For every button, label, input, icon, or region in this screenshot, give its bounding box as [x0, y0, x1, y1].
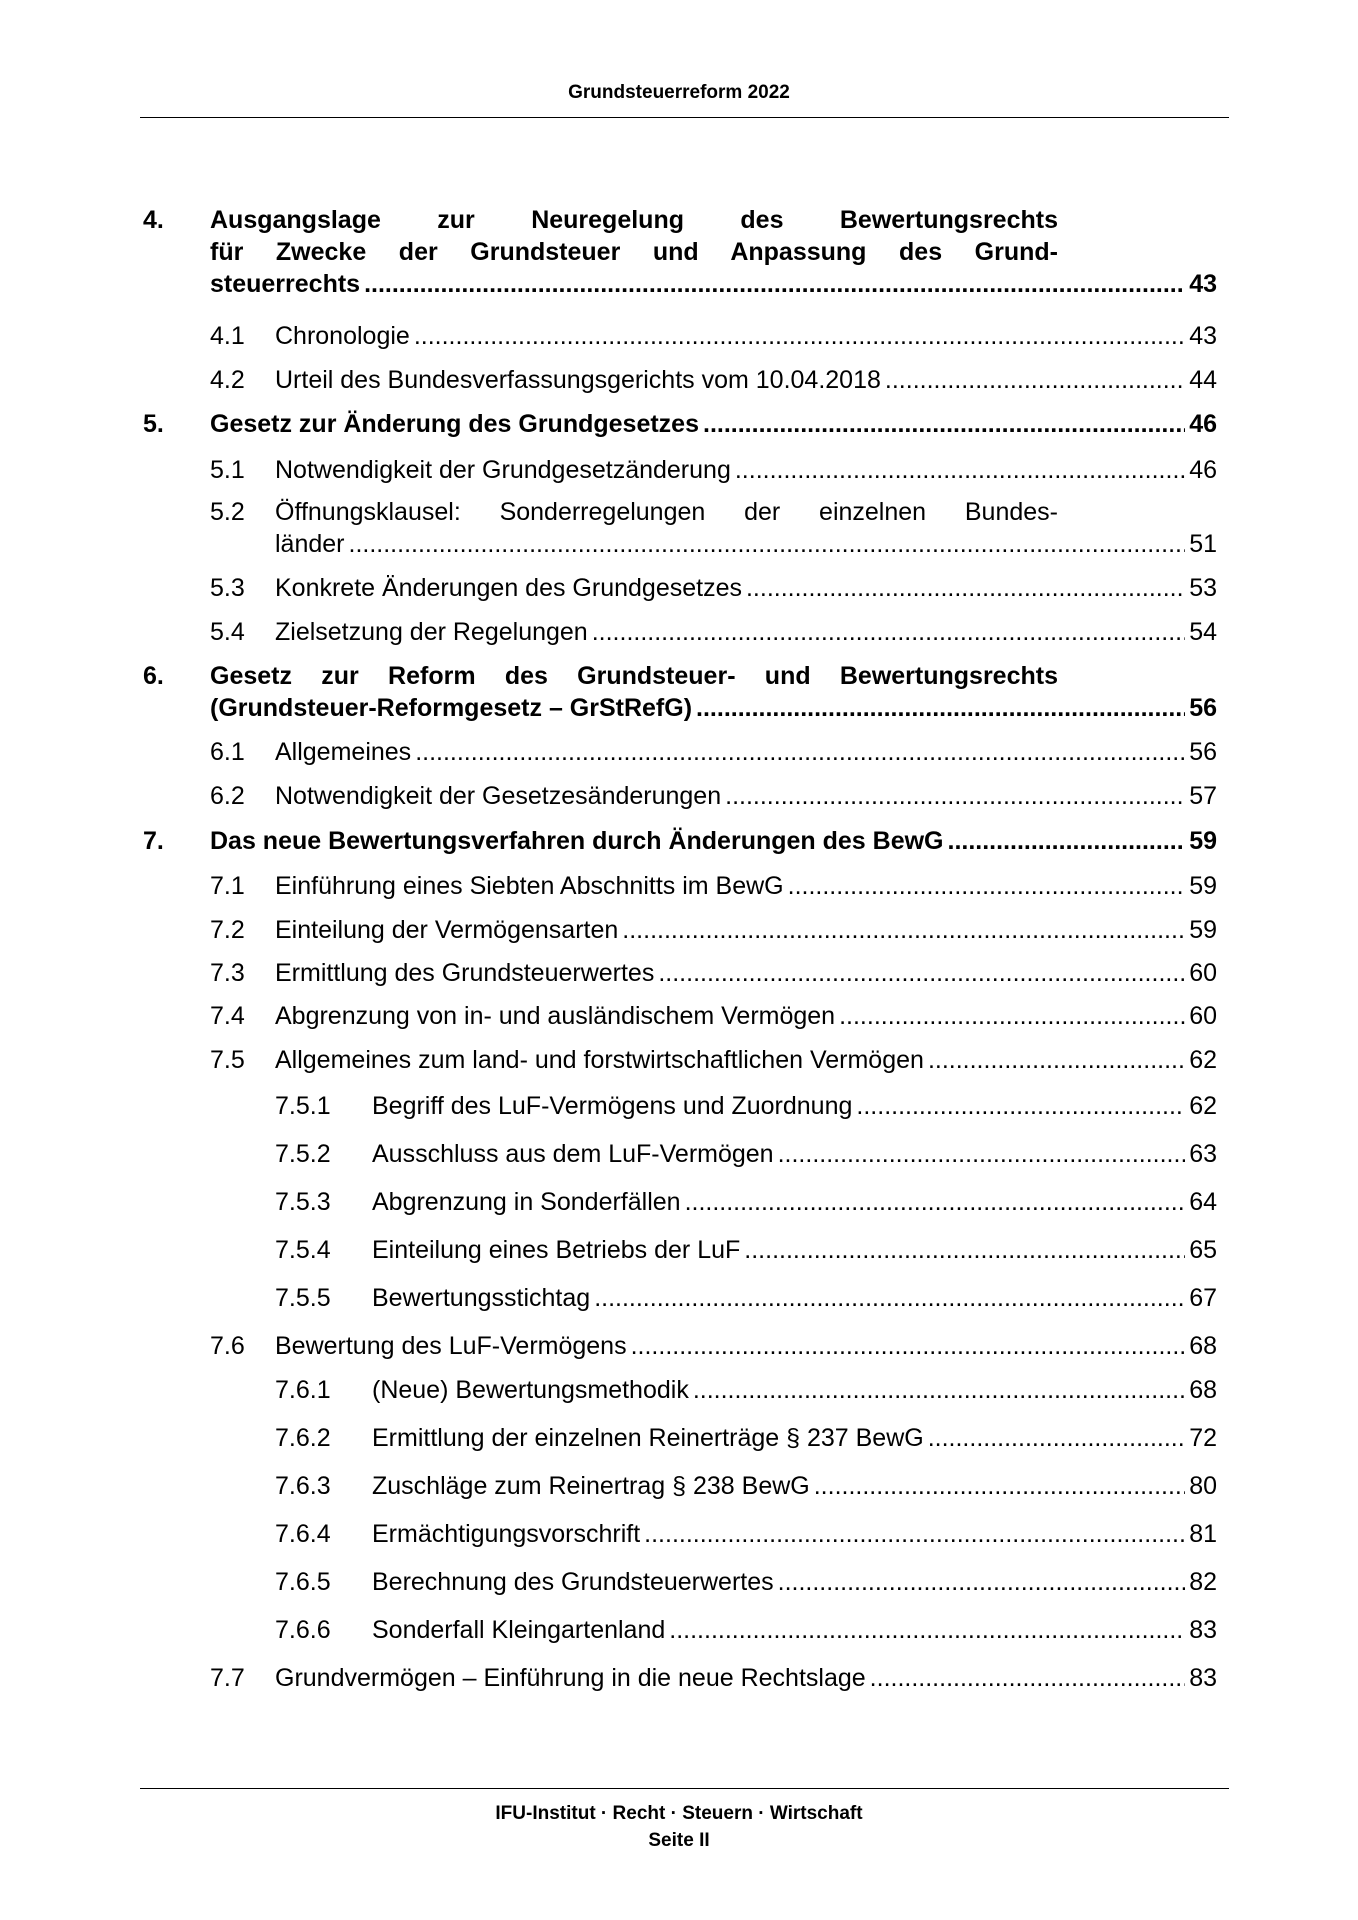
toc-entry[interactable] — [0, 1000, 1217, 1032]
toc-page-number: 54 — [1189, 618, 1217, 646]
footer-institute: IFU-Institut · Recht · Steuern · Wirtschaft — [495, 1803, 863, 1824]
toc-dot-leader — [594, 1282, 1185, 1314]
toc-entry[interactable] — [0, 1138, 1217, 1170]
toc-entry-number: 7.5 — [210, 1046, 245, 1074]
toc-dot-leader — [885, 364, 1185, 396]
toc-entry-title: Berechnung des Grundsteuerwertes — [372, 1568, 774, 1596]
toc-dot-leader — [414, 320, 1185, 352]
toc-entry-number: 7.6.3 — [275, 1472, 331, 1500]
toc-entry-number: 7.2 — [210, 916, 245, 944]
toc-page-number: 53 — [1189, 574, 1217, 602]
toc-entry-number: 7.3 — [210, 959, 245, 987]
toc-page-number: 82 — [1189, 1568, 1217, 1596]
toc-entry[interactable] — [0, 780, 1217, 812]
toc-entry[interactable] — [0, 914, 1217, 946]
toc-entry[interactable] — [0, 870, 1217, 902]
toc-dot-leader — [669, 1614, 1185, 1646]
toc-page-number: 68 — [1189, 1332, 1217, 1360]
toc-page-number: 56 — [1189, 694, 1217, 722]
page-footer — [0, 1800, 1358, 1854]
toc-entry-number: 7.6.4 — [275, 1520, 331, 1548]
toc-dot-leader — [415, 736, 1185, 768]
toc-entry-number: 7. — [143, 827, 164, 855]
toc-entry[interactable] — [0, 496, 1217, 560]
toc-entry-title: Ermittlung des Grundsteuerwertes — [275, 959, 655, 987]
toc-entry-title: Einführung eines Siebten Abschnitts im BewG — [275, 872, 784, 900]
toc-page-number: 51 — [1189, 530, 1217, 558]
toc-entry-title: Urteil des Bundesverfassungsgerichts vom 10.04.2018 — [275, 366, 881, 394]
toc-entry-number: 4.2 — [210, 366, 245, 394]
toc-entry-title: Zielsetzung der Regelungen — [275, 618, 588, 646]
toc-entry-number: 7.5.1 — [275, 1092, 331, 1120]
toc-entry[interactable] — [0, 1044, 1217, 1076]
toc-page-number: 81 — [1189, 1520, 1217, 1548]
toc-dot-leader — [948, 825, 1186, 857]
toc-entry[interactable] — [0, 454, 1217, 486]
toc-entry-number: 7.6.5 — [275, 1568, 331, 1596]
toc-entry-number: 7.6.6 — [275, 1616, 331, 1644]
toc-entry-title: Grundvermögen – Einführung in die neue Rechtslage — [275, 1664, 866, 1692]
toc-dot-leader — [685, 1186, 1186, 1218]
toc-dot-leader — [592, 616, 1185, 648]
toc-page-number: 46 — [1189, 456, 1217, 484]
toc-dot-leader — [814, 1470, 1185, 1502]
toc-entry[interactable] — [0, 1234, 1217, 1266]
toc-entry-number: 5.4 — [210, 618, 245, 646]
toc-page-number: 43 — [1189, 322, 1217, 350]
toc-dot-leader — [631, 1330, 1186, 1362]
toc-entry-title: Bewertungsstichtag — [372, 1284, 591, 1312]
toc-entry-title: Abgrenzung in Sonderfällen — [372, 1188, 681, 1216]
toc-entry[interactable] — [0, 1282, 1217, 1314]
toc-entry-number: 7.5.4 — [275, 1236, 331, 1264]
toc-entry[interactable] — [0, 1330, 1217, 1362]
toc-entry-title-line: Öffnungsklausel: Sonderregelungen der einzelnen Bundes- — [275, 498, 1058, 526]
toc-entry[interactable] — [0, 1518, 1217, 1550]
toc-page-number: 63 — [1189, 1140, 1217, 1168]
toc-entry-number: 7.5.2 — [275, 1140, 331, 1168]
toc-entry-title: Gesetz zur Änderung des Grundgesetzes — [210, 410, 699, 438]
toc-entry[interactable] — [0, 364, 1217, 396]
toc-entry-number: 5. — [143, 410, 164, 438]
toc-entry[interactable] — [0, 616, 1217, 648]
toc-entry-title: Einteilung eines Betriebs der LuF — [372, 1236, 741, 1264]
toc-page-number: 83 — [1189, 1664, 1217, 1692]
toc-entry[interactable] — [0, 1422, 1217, 1454]
toc-entry-title: Ausschluss aus dem LuF-Vermögen — [372, 1140, 774, 1168]
toc-entry-number: 7.7 — [210, 1664, 245, 1692]
toc-entry-title: Das neue Bewertungsverfahren durch Änderungen des BewG — [210, 827, 944, 855]
toc-entry[interactable] — [0, 204, 1217, 300]
toc-entry[interactable] — [0, 1186, 1217, 1218]
toc-page-number: 60 — [1189, 959, 1217, 987]
toc-dot-leader — [839, 1000, 1185, 1032]
toc-dot-leader — [778, 1566, 1186, 1598]
toc-entry[interactable] — [0, 1566, 1217, 1598]
toc-entry-title: länder — [275, 530, 345, 558]
toc-entry-title: (Neue) Bewertungsmethodik — [372, 1376, 689, 1404]
toc-entry[interactable] — [0, 660, 1217, 724]
toc-entry-title: Konkrete Änderungen des Grundgesetzes — [275, 574, 742, 602]
toc-entry-number: 5.1 — [210, 456, 245, 484]
toc-entry[interactable] — [0, 408, 1217, 440]
toc-dot-leader — [788, 870, 1186, 902]
toc-page-number: 56 — [1189, 738, 1217, 766]
toc-page-number: 72 — [1189, 1424, 1217, 1452]
toc-dot-leader — [364, 268, 1185, 300]
toc-entry-number: 7.5.3 — [275, 1188, 331, 1216]
toc-entry-title: (Grundsteuer-Reformgesetz – GrStRefG) — [210, 694, 693, 722]
toc-entry-title: Abgrenzung von in- und ausländischem Vermögen — [275, 1002, 836, 1030]
toc-entry[interactable] — [0, 825, 1217, 857]
toc-entry-number: 7.5.5 — [275, 1284, 331, 1312]
toc-entry-number: 7.1 — [210, 872, 245, 900]
toc-entry-number: 6. — [143, 662, 164, 690]
toc-entry[interactable] — [0, 1374, 1217, 1406]
footer-divider — [140, 1788, 1229, 1789]
toc-dot-leader — [622, 914, 1185, 946]
toc-dot-leader — [856, 1090, 1185, 1122]
toc-dot-leader — [693, 1374, 1185, 1406]
toc-entry-number: 5.3 — [210, 574, 245, 602]
toc-dot-leader — [658, 957, 1185, 989]
toc-entry-title-line: Gesetz zur Reform des Grundsteuer- und Bewertungsrechts — [210, 662, 1058, 690]
toc-entry[interactable] — [0, 1470, 1217, 1502]
toc-page-number: 59 — [1189, 872, 1217, 900]
toc-page-number: 60 — [1189, 1002, 1217, 1030]
toc-entry-title: Bewertung des LuF-Vermögens — [275, 1332, 627, 1360]
toc-page-number: 57 — [1189, 782, 1217, 810]
toc-page-number: 65 — [1189, 1236, 1217, 1264]
toc-entry-title-line: Ausgangslage zur Neuregelung des Bewertungsrechts — [210, 206, 1058, 234]
toc-entry-number: 7.6.1 — [275, 1376, 331, 1404]
toc-entry[interactable] — [0, 572, 1217, 604]
toc-page-number: 59 — [1189, 827, 1217, 855]
toc-entry[interactable] — [0, 320, 1217, 352]
toc-dot-leader — [928, 1044, 1185, 1076]
toc-page-number: 64 — [1189, 1188, 1217, 1216]
toc-entry-title: Ermächtigungsvorschrift — [372, 1520, 641, 1548]
toc-entry-title: Chronologie — [275, 322, 410, 350]
toc-entry-title-line: für Zwecke der Grundsteuer und Anpassung des Grund- — [210, 238, 1058, 266]
toc-entry-number: 7.4 — [210, 1002, 245, 1030]
footer-page-number: Seite II — [648, 1830, 710, 1851]
toc-page-number: 83 — [1189, 1616, 1217, 1644]
toc-page-number: 68 — [1189, 1376, 1217, 1404]
toc-entry[interactable] — [0, 1614, 1217, 1646]
toc-dot-leader — [746, 572, 1185, 604]
toc-entry-title: Zuschläge zum Reinertrag § 238 BewG — [372, 1472, 810, 1500]
toc-dot-leader — [644, 1518, 1185, 1550]
toc-entry-number: 7.6.2 — [275, 1424, 331, 1452]
toc-page-number: 67 — [1189, 1284, 1217, 1312]
toc-dot-leader — [735, 454, 1185, 486]
toc-page-number: 80 — [1189, 1472, 1217, 1500]
toc-entry-number: 6.1 — [210, 738, 245, 766]
toc-entry[interactable] — [0, 736, 1217, 768]
toc-dot-leader — [703, 408, 1185, 440]
toc-entry-title: Einteilung der Vermögensarten — [275, 916, 619, 944]
toc-page-number: 43 — [1189, 270, 1217, 298]
toc-entry-title: Notwendigkeit der Gesetzesänderungen — [275, 782, 722, 810]
toc-entry-title: steuerrechts — [210, 270, 361, 298]
toc-entry-title: Notwendigkeit der Grundgesetzänderung — [275, 456, 731, 484]
toc-page-number: 62 — [1189, 1092, 1217, 1120]
toc-entry-number: 4. — [143, 206, 164, 234]
toc-dot-leader — [928, 1422, 1185, 1454]
toc-dot-leader — [725, 780, 1185, 812]
toc-page-number: 44 — [1189, 366, 1217, 394]
toc-page-number: 62 — [1189, 1046, 1217, 1074]
toc-entry-number: 7.6 — [210, 1332, 245, 1360]
toc-dot-leader — [870, 1662, 1186, 1694]
toc-entry-title: Sonderfall Kleingartenland — [372, 1616, 666, 1644]
toc-entry[interactable] — [0, 1662, 1217, 1694]
toc-entry-number: 4.1 — [210, 322, 245, 350]
toc-dot-leader — [744, 1234, 1185, 1266]
toc-entry-title: Begriff des LuF-Vermögens und Zuordnung — [372, 1092, 853, 1120]
page-header-title: Grundsteuerreform 2022 — [568, 82, 790, 103]
toc-entry-number: 5.2 — [210, 498, 245, 526]
toc-dot-leader — [349, 528, 1186, 560]
toc-entry-title: Ermittlung der einzelnen Reinerträge § 237 BewG — [372, 1424, 924, 1452]
toc-page-number: 46 — [1189, 410, 1217, 438]
toc-page-number: 59 — [1189, 916, 1217, 944]
toc-entry-title: Allgemeines zum land- und forstwirtschaftlichen Vermögen — [275, 1046, 924, 1074]
toc-dot-leader — [778, 1138, 1186, 1170]
toc-entry-title: Allgemeines — [275, 738, 412, 766]
toc-dot-leader — [696, 692, 1185, 724]
toc-entry-number: 6.2 — [210, 782, 245, 810]
toc-entry[interactable] — [0, 957, 1217, 989]
toc-entry[interactable] — [0, 1090, 1217, 1122]
